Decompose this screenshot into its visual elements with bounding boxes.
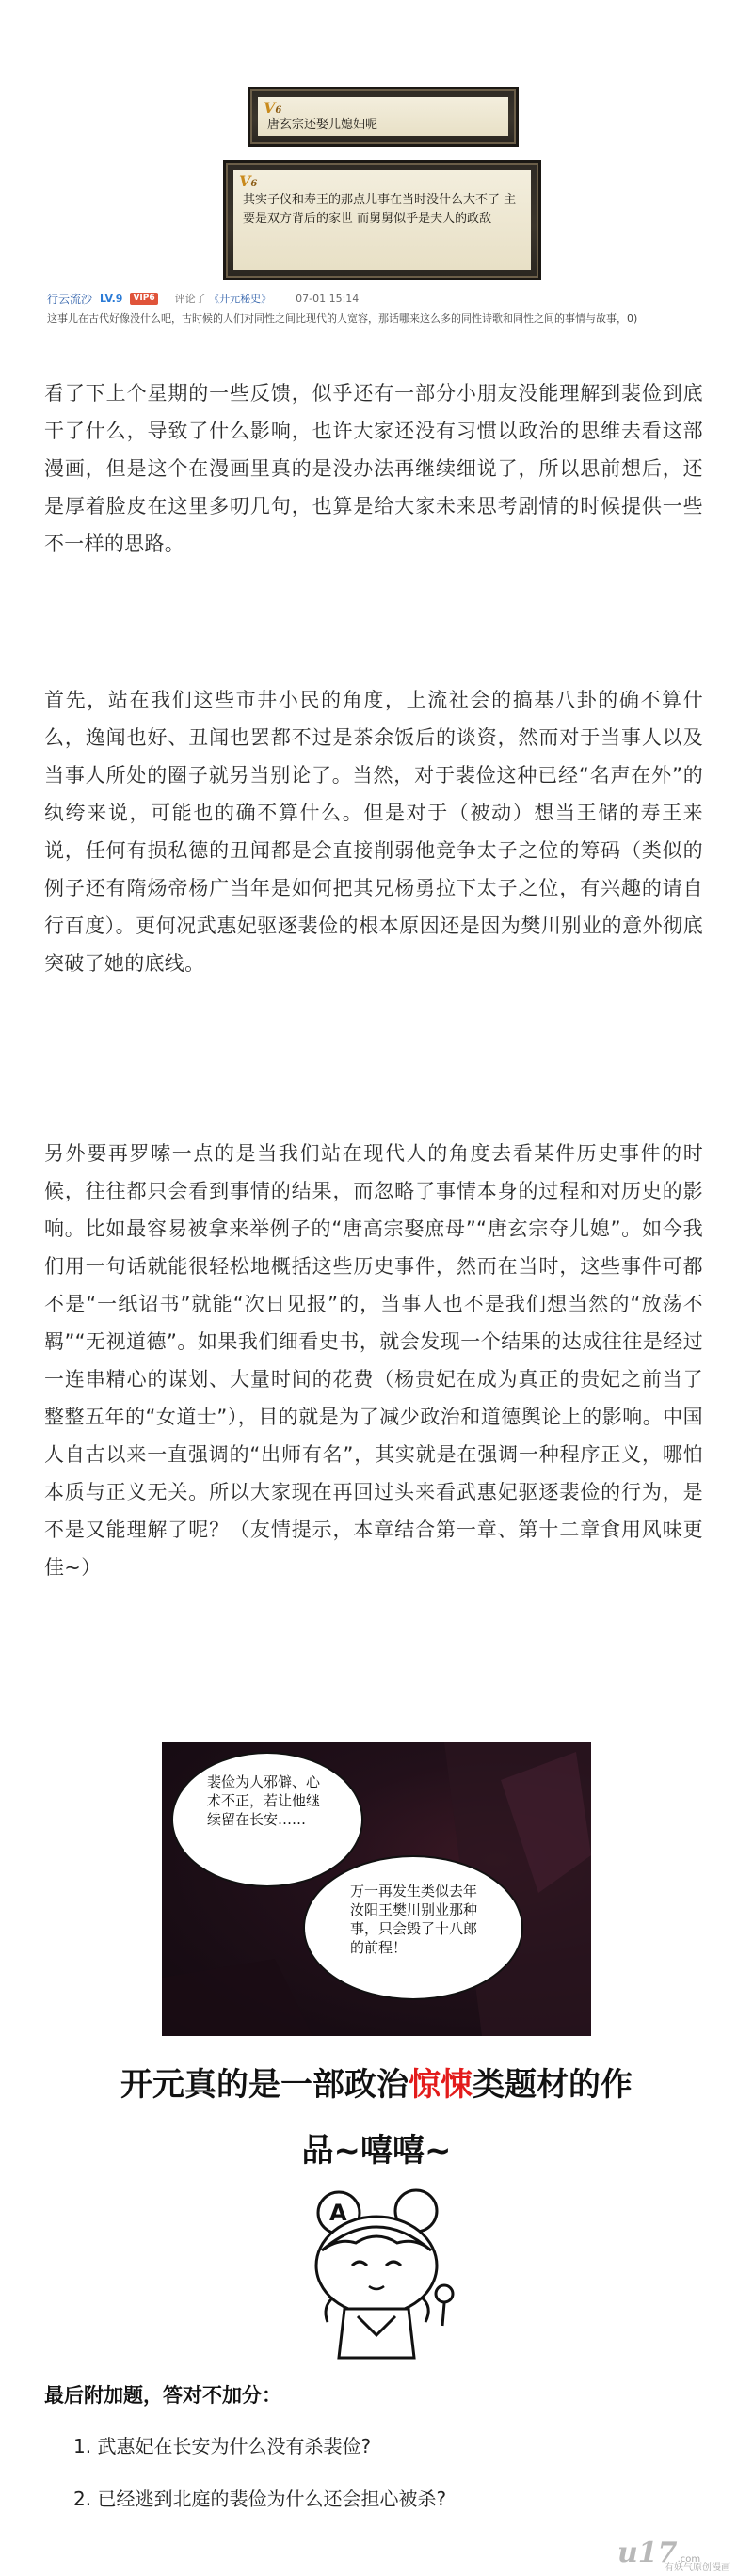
question-2: 2. 已经逃到北庭的裴俭为什么还会担心被杀?: [73, 2488, 447, 2510]
comment-screenshot-2: [223, 160, 541, 280]
speech-bubble-1-text: 裴俭为人邪僻、心术不正，若让他继续留在长安……: [207, 1773, 321, 1828]
speech-bubble-2-text: 万一再发生类似去年汝阳王樊川别业那种事，只会毁了十八郎的前程！: [350, 1883, 478, 1956]
speech-bubble-1: [171, 1752, 363, 1887]
meta-prefix: 评论了: [174, 293, 206, 305]
brand-com: .com: [677, 2554, 701, 2565]
headline-line2: 品~嘻嘻~: [301, 2132, 452, 2170]
v-badge-icon: V6: [264, 99, 282, 117]
paragraph-3: 另外要再罗嗦一点的是当我们站在现代人的角度去看某件历史事件的时候，往往都只会看到事情的结果，而忽略了事情本身的过程和对历史的影响。比如最容易被拿来举例子的“唐高宗娶庶母”“唐玄宗夺儿媳”。如今我们用一句话就能很轻松地概括这些历史事件，然而在当时，这些事件可都不是“一纸诏书”就能“次日见报”的，当事人也不是我们想当然的“放荡不羁”“无视道德”。如果我们细看史书，就会发现一个结果的达成往往是经过一连串精心的谋划、大量时间的花费（杨贵妃在成为真正的贵妃之前当了整整五年的“女道士”），目的就是为了减少政治和道德舆论上的影响。中国人自古以来一直强调的“出师有名”，其实就是在强调一种程序正义，哪怕本质与正义无关。所以大家现在再回过头来看武惠妃驱逐裴俭的行为，是不是又能理解了呢？（友情提示，本章结合第一章、第十二章食用风味更佳~）: [44, 1142, 703, 1579]
question-1: 1. 武惠妃在长安为什么没有杀裴俭?: [73, 2435, 372, 2457]
brand-sub: 有妖气原创漫画: [665, 2563, 730, 2573]
work-link[interactable]: 《开元秘史》: [209, 293, 272, 305]
extra-questions-title: 最后附加题，答对不加分：: [44, 2384, 281, 2407]
paragraph-2: 首先，站在我们这些市井小民的角度，上流社会的搞基八卦的确不算什么，逸闻也好、丑闻也罢都不过是茶余饭后的谈资，然而对于当事人以及当事人所处的圈子就另当别论了。当然，对于裴俭这种已经“名声在外”的纨绔来说，可能也的确不算什么。但是对于（被动）想当王储的寿王来说，任何有损私德的丑闻都是会直接削弱他竞争太子之位的筹码（类似的例子还有隋炀帝杨广当年是如何把其兄杨勇拉下太子之位，有兴趣的请自行百度）。更何况武惠妃驱逐裴俭的根本原因还是因为樊川别业的意外彻底突破了她的底线。: [44, 689, 703, 975]
comment-text-1: 唐玄宗还娶儿媳妇呢: [267, 118, 378, 132]
brand-logo: u17: [617, 2536, 678, 2569]
comment-time: 07-01 15:14: [296, 292, 360, 305]
vip-badge: VIP6: [130, 293, 157, 305]
speech-bubble-2: [303, 1855, 523, 2000]
headline-highlight: 惊悚: [409, 2066, 473, 2104]
commenter-row: [47, 290, 706, 307]
commenter-text: 这事儿在古代好像没什么吧，古时候的人们对同性之间比现代的人宽容，那话哪来这么多的同性诗歌和同性之间的事情与故事，0): [47, 312, 638, 325]
level-badge: LV.9: [100, 292, 123, 305]
u17-watermark: [617, 2536, 749, 2574]
headline-part2: 类题材的作: [473, 2066, 633, 2104]
v-badge-icon: V6: [239, 172, 258, 190]
commenter-name[interactable]: 行云流沙: [47, 292, 93, 306]
comment-screenshot-1: [248, 87, 519, 147]
chibi-girl-illustration: [284, 2185, 469, 2361]
headline: [38, 2059, 715, 2106]
comic-panel: [162, 1742, 591, 2036]
comment-meta: [175, 291, 272, 306]
svg-text:A: A: [329, 2200, 347, 2226]
comment-text-2: 其实子仪和寿王的那点儿事在当时没什么大不了 主要是双方背后的家世 而舅舅似乎是夫人的政敌: [243, 193, 517, 226]
headline-part1: 开元真的是一部政治: [120, 2066, 409, 2104]
paragraph-1: 看了下上个星期的一些反馈，似乎还有一部分小朋友没能理解到裴俭到底干了什么，导致了什么影响，也许大家还没有习惯以政治的思维去看这部漫画，但是这个在漫画里真的是没办法再继续细说了，所以思前想后，还是厚着脸皮在这里多叨几句，也算是给大家未来思考剧情的时候提供一些不一样的思路。: [44, 382, 703, 555]
